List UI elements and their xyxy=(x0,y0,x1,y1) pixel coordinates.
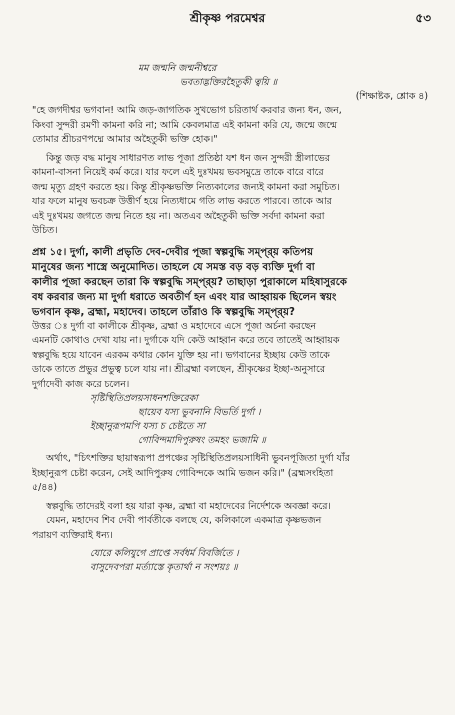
running-title: শ্রীকৃষ্ণ পরমেশ্বর xyxy=(189,11,266,25)
text-line: এই দুঃখময় জগতে জন্ম নিতে হয় না। অতএব অহৈতুকী ভক্তি সর্বদা কামনা করা xyxy=(32,210,325,222)
text-line: উচিত। xyxy=(32,225,58,236)
text-line: মানুষের জন্য শাস্ত্রে অনুমোদিত। তাহলে যে সমস্ত বড় বড় ব্যক্তি দুর্গা বা xyxy=(32,261,315,273)
text-line: জন্ম মৃত্যু গ্রহণ করতে হয়। কিন্তু শ্রীকৃষ্ণভক্তি নিত্যকালের জন্যই কামনা করা সমুচিত। xyxy=(32,181,340,193)
text-line: স্বল্পবুদ্ধি তাদেরই বলা হয় যারা কৃষ্ণ, ব্রহ্মা বা মহাদেবের নির্দেশকে অবজ্ঞা করে। xyxy=(46,500,331,512)
text-line: ৫/৪৪) xyxy=(32,482,58,493)
text-line: বধ করবার জন্য মা দুর্গা ধরাতে অবতীর্ণ হন এবং যার আহ্বায়ক ছিলেন স্বয়ং xyxy=(32,291,337,303)
verse-line: সৃষ্টিস্থিতিপ্রলয়সাধনশক্তিরেকা xyxy=(90,393,198,404)
page-body xyxy=(32,62,434,575)
text-line: এমনটি কোথাও দেখা যায় না। দুর্গাকে যদি কেউ আহ্বান করে তবে তাতেই আহ্বায়ক xyxy=(32,335,340,346)
text-line: কামনা-বাসনা নিয়েই কর্ম করে। যার ফলে এই দুঃখময় ভবসমুদ্রে তাকে বারে বারে xyxy=(32,167,324,178)
explanation-paragraph xyxy=(32,152,434,239)
verse-line: গোবিন্দমাদিপুরুষং তমহং ভজামি ॥ xyxy=(138,435,266,446)
text-line: ডাকে তাতে প্রভুর প্রভুত্ব চলে যায় না। শ্রীব্রহ্মা বলছেন, শ্রীকৃষ্ণের ইচ্ছা-অনুসারে xyxy=(32,364,325,375)
text-line: কিন্তু জড় বদ্ধ মানুষ সাধারণত লাভ পূজা প্রতিষ্ঠা যশ ধন জন সুন্দরী স্ত্রীলাভের xyxy=(46,152,330,164)
text-line: পরায়ণ ব্যক্তিরাই ধন্য। xyxy=(32,529,113,541)
text-line: কালীর পূজা করছেন তারা কি স্বল্পবুদ্ধি সম্প্র্য়? তাছাড়া পুরাকালে মহিষাসুরকে xyxy=(32,276,347,288)
verse-padma-purana xyxy=(54,547,434,575)
text-line: প্রশ্ন ১৫। দুর্গা, কালী প্রভৃতি দেব-দেবীর পূজা স্বল্পবুদ্ধি সম্প্র্য় কতিপয় xyxy=(32,246,314,258)
text-line: তোমার শ্রীচরণপদ্মে আমার অহৈতুকী ভক্তি হোক।" xyxy=(32,134,218,145)
text-line: ইচ্ছানুরূপ চেষ্টা করেন, সেই আদিপুরুষ গোবিন্দকে আমি ভজন করি।" (ব্রহ্মসংহিতা xyxy=(32,467,334,479)
verse-line: ইচ্ছানুরূপমপি যস্য চ চেষ্টতে সা xyxy=(90,421,205,432)
question-15 xyxy=(32,245,434,320)
answer-15 xyxy=(32,320,434,393)
verse-line: বাসুদেবপরা মর্ত্যাস্তে কৃতার্থা ন সংশয়ঃ ॥ xyxy=(90,562,238,573)
verse-line: যোরে কলিযুগে প্রাপ্তে সর্বধর্ম বিবর্জিতে । xyxy=(90,548,239,559)
page-number: ৫৩ xyxy=(415,11,431,25)
translation-paragraph-2 xyxy=(32,452,434,496)
text-line: উত্তর ঃ দুর্গা বা কালীকে শ্রীকৃষ্ণ, ব্রহ্মা ও মহাদেবে এসে পূজা অর্চনা করছেন xyxy=(32,320,316,332)
text-line: "হে জগদীশ্বর ভগবান! আমি জড়-জাগতিক সুখভোগ চরিতার্থ করবার জন্য ধন, জন, xyxy=(32,105,342,116)
translation-paragraph xyxy=(32,104,434,148)
text-line: ভগবান কৃষ্ণ, ব্রহ্মা, মহাদেব। তাহলে তাঁরাও কি স্বল্পবুদ্ধি সম্প্র্য়? xyxy=(32,306,295,318)
verse-reference: (শিক্ষাষ্টক, শ্লোক ৪) xyxy=(355,91,428,102)
verse-line: ভবতাদ্ভক্তিরহৈতুকী ত্বয়ি ॥ xyxy=(180,77,278,88)
page-header xyxy=(0,10,455,30)
verse-line: মম জন্মনি জন্মনীশ্বরে xyxy=(138,63,217,74)
text-line: যেমন, মহাদেব শিব দেবী পার্বতীকে বলছে যে, কলিকালে একমাত্র কৃষ্ণভজন xyxy=(46,515,322,526)
explanation-paragraph-2 xyxy=(32,500,434,544)
verse-brahma-samhita xyxy=(54,392,434,448)
verse-shikshashtakam xyxy=(54,62,434,90)
text-line: অর্থাৎ, "চিৎশক্তির ছায়াস্বরূপা প্রপঞ্চের সৃষ্টিস্থিতিপ্রলয়সাধিনী ভুবনপূজিতা দুর্গা যাঁর xyxy=(46,453,350,464)
text-line: যার ফলে মানুষ ভবচক্র উত্তীর্ণ হয়ে নিত্যধামে গতি লাভ করতে পারবে। তাকে আর xyxy=(32,196,332,207)
text-line: দুর্গাদেবী কাজ করে চলেন। xyxy=(32,378,130,390)
text-line: স্বল্পবুদ্ধি হয়ে যাবেন এরকম কথার কোন যুক্তি হয় না। ভগবানের ইচ্ছায় কেউ তাকে xyxy=(32,349,330,361)
text-line: কিংবা সুন্দরী রমণী কামনা করি না; আমি কেবলমাত্র এই কামনা করি যে, জন্মে জন্মে xyxy=(32,119,337,131)
verse-line: ছায়েব যস্য ভুবনানি বিভর্তি দুর্গা । xyxy=(138,407,261,418)
